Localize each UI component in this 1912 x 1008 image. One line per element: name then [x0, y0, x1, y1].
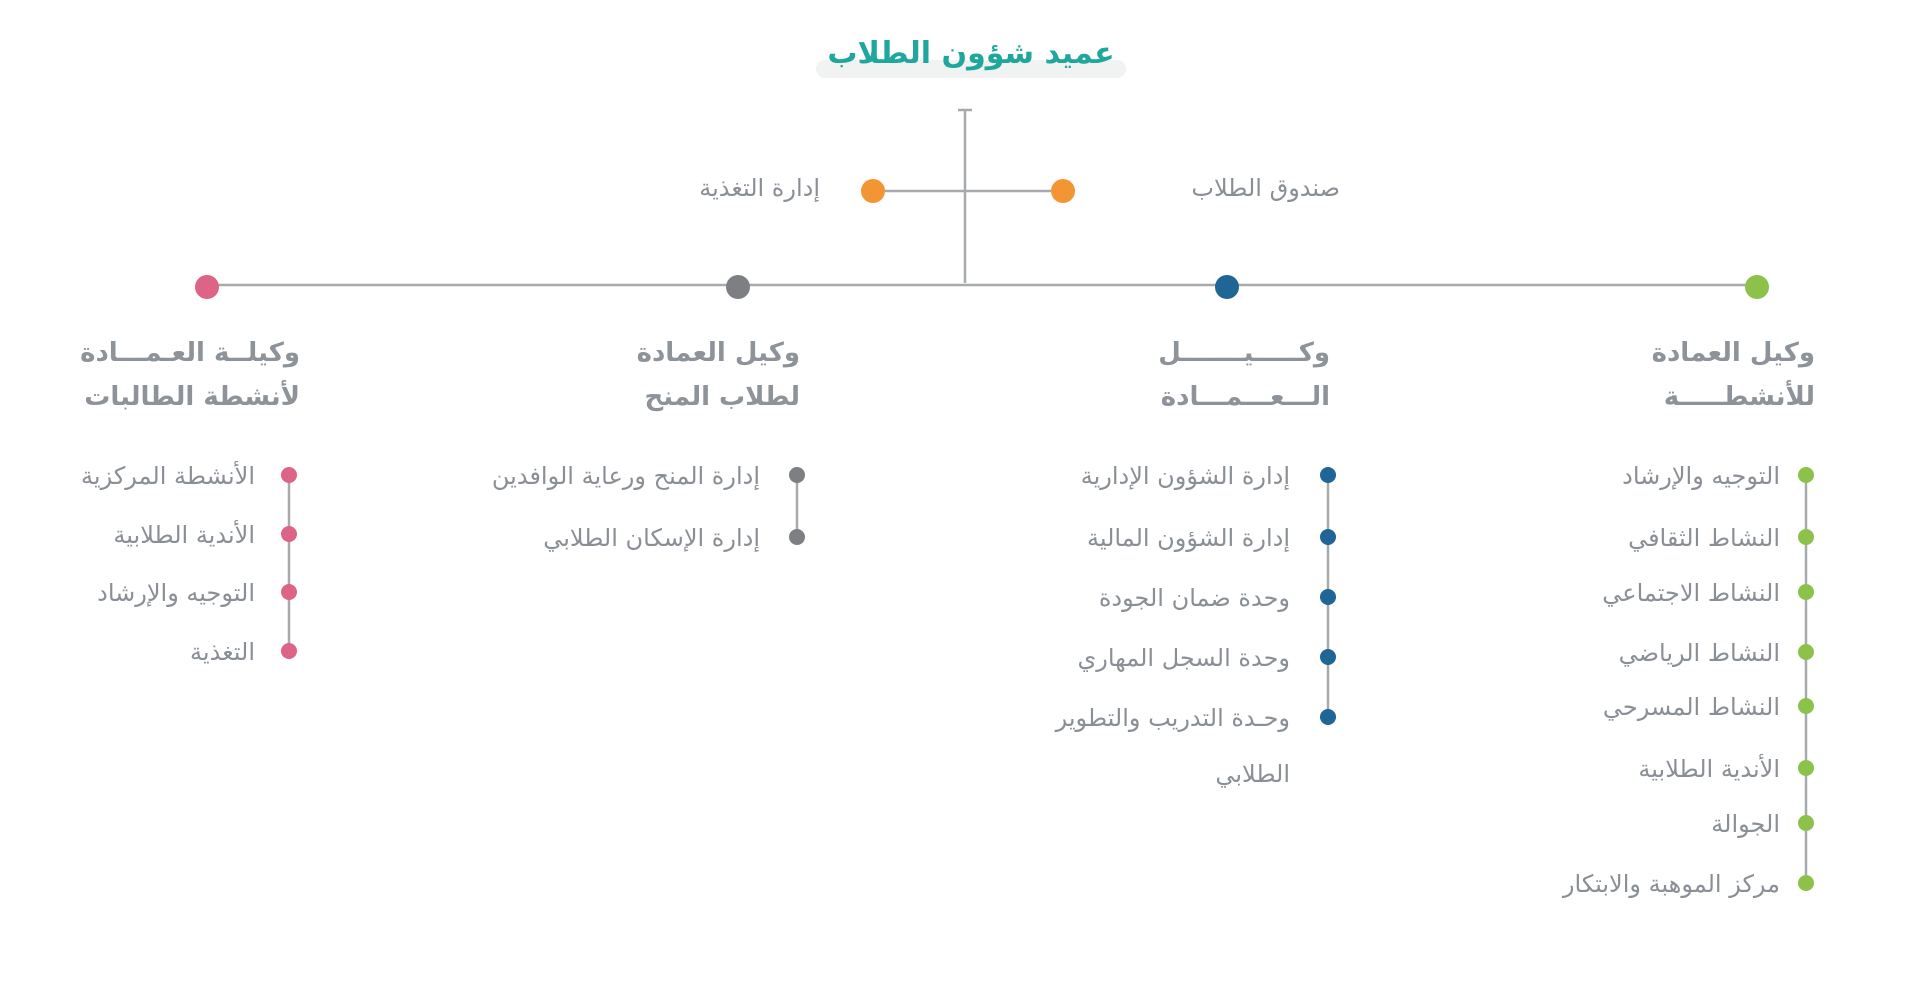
title-box [816, 30, 1126, 80]
branch-dot-activities [1745, 275, 1769, 299]
support-dot-right [1051, 179, 1075, 203]
support-label-student-fund: صندوق الطلاب [1191, 174, 1340, 202]
list-item: التوجيه والإرشاد [97, 579, 255, 607]
list-item: وحدة السجل المهاري [1077, 644, 1290, 672]
list-item: النشاط الثقافي [1628, 524, 1780, 552]
list-item: إدارة الشؤون الإدارية [1080, 462, 1290, 490]
list-item: مركز الموهبة والابتكار [1562, 870, 1780, 898]
heading-line: وكيل العمادة [1651, 338, 1815, 368]
list-item: النشاط الاجتماعي [1602, 579, 1780, 607]
list-item: التوجيه والإرشاد [1622, 462, 1780, 490]
support-dot-left [861, 179, 885, 203]
list-item: إدارة الإسكان الطلابي [543, 524, 760, 552]
list-item: التغذية [190, 638, 255, 666]
list-item: وحـدة التدريب والتطوير [1055, 704, 1290, 732]
branch-dot-female [195, 275, 219, 299]
list-item: النشاط المسرحي [1602, 693, 1780, 721]
list-item: الجوالة [1711, 810, 1780, 838]
heading-line: لطلاب المنح [644, 382, 800, 412]
heading-activities [1560, 331, 1815, 419]
dean-title: عميد شؤون الطلاب [827, 36, 1115, 71]
list-item: إدارة المنح ورعاية الوافدين [491, 462, 760, 490]
heading-scholarships [560, 331, 800, 419]
branch-dot-scholarships [726, 275, 750, 299]
heading-line: وكيل العمادة [636, 338, 800, 368]
heading-female [40, 331, 300, 419]
heading-line: للأنشطـــــة [1663, 382, 1815, 412]
list-item: الأندية الطلابية [113, 521, 255, 549]
list-item: الأنشطة المركزية [81, 462, 255, 490]
heading-line: الـــعـــمـــادة [1160, 382, 1330, 412]
heading-line: وكيلــة العـمـــادة [80, 338, 300, 368]
list-item: إدارة الشؤون المالية [1086, 524, 1290, 552]
list-item: الأندية الطلابية [1638, 755, 1780, 783]
heading-line: لأنشطة الطالبات [84, 382, 300, 412]
list-item: النشاط الرياضي [1618, 639, 1780, 667]
branch-dot-deputy [1215, 275, 1239, 299]
list-item: وحدة ضمان الجودة [1098, 584, 1290, 612]
list-item: الطلابي [1215, 760, 1290, 788]
support-label-nutrition: إدارة التغذية [699, 174, 820, 202]
heading-deputy [1090, 331, 1330, 419]
heading-line: وكـــــيـــــــل [1158, 338, 1330, 368]
